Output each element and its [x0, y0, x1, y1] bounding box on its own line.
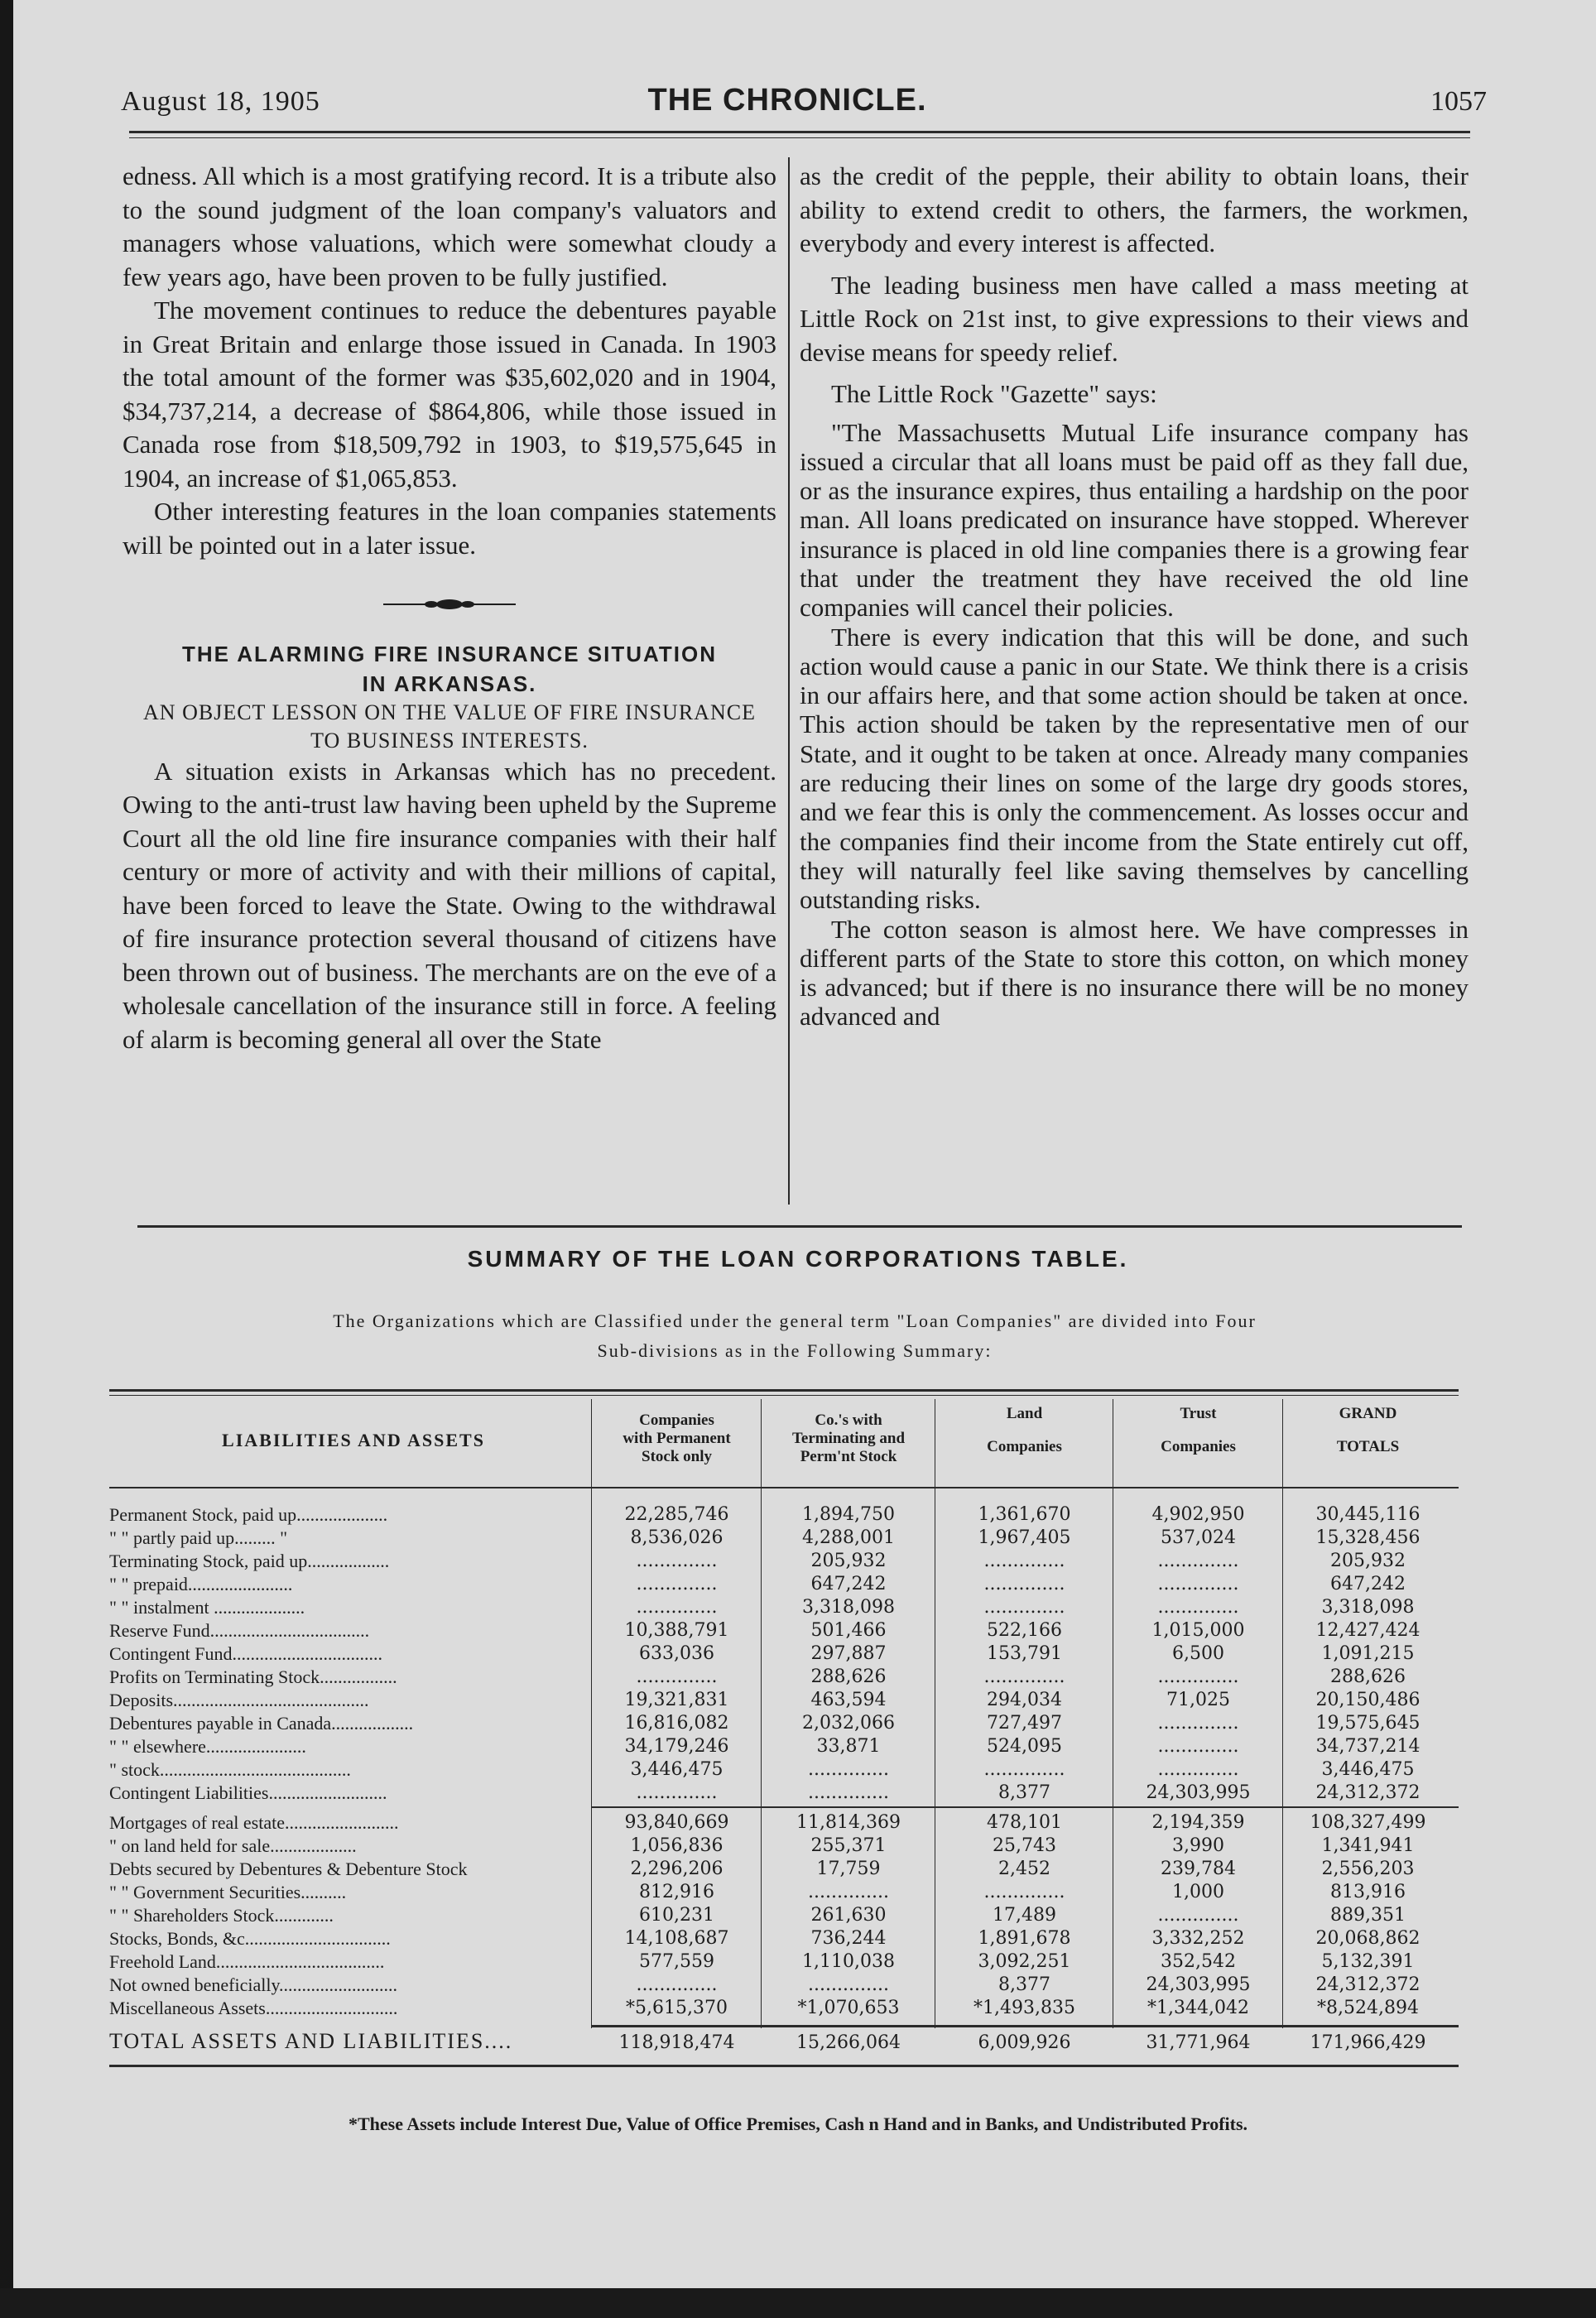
asset-row-value: 1,000 — [1172, 1882, 1224, 1902]
asset-row-value: *8,524,894 — [1317, 1998, 1419, 2018]
liability-row-value: 4,902,950 — [1151, 1504, 1245, 1525]
asset-row-value: .............. — [808, 1974, 889, 1995]
ornament-icon — [383, 599, 516, 610]
column-header-c3: Companies — [987, 1438, 1062, 1455]
table-top-rule-thin — [109, 1395, 1459, 1396]
table-footnote: *These Assets include Interest Due, Value of Office Premises, Cash n Hand and in Banks, and Undistributed Profits. — [348, 2114, 1248, 2134]
column-header-c5: GRAND — [1339, 1405, 1397, 1422]
column-divider — [788, 157, 790, 1205]
asset-row-value: 108,327,499 — [1310, 1812, 1426, 1833]
issue-date: August 18, 1905 — [121, 86, 320, 117]
page-number: 1057 — [1430, 86, 1487, 117]
liability-row-label: " " instalment .................... — [109, 1597, 305, 1618]
column-header-c2: Perm'nt Stock — [800, 1448, 897, 1465]
asset-row-value: 889,351 — [1330, 1905, 1406, 1926]
liability-row-value: 10,388,791 — [624, 1620, 729, 1641]
liability-row-value: 20,150,486 — [1315, 1690, 1421, 1710]
asset-row-label: Miscellaneous Assets............................. — [109, 1998, 398, 2018]
liability-row-value: 19,575,645 — [1315, 1713, 1421, 1734]
asset-row-label: Freehold Land..................................... — [109, 1951, 385, 1972]
asset-row-label: " " Shareholders Stock............. — [109, 1905, 334, 1926]
column-divider — [591, 1399, 592, 2028]
paragraph: The movement continues to reduce the debentures payable in Great Britain and enlarge those issued in Canada. In 1903 the total amount of the former was $35,602,020 and in 1904, $34,737,214, a decrease of $864,806, while those issued in Canada rose from $18,509,792 in 1903, to $19,575,645 in 1904, an increase of $1,065,853. — [123, 296, 776, 493]
column-divider — [1282, 1399, 1283, 2028]
liability-row-value: 8,536,026 — [630, 1527, 723, 1548]
column-header-c2: Co.'s with — [815, 1411, 882, 1429]
asset-row-value: 3,092,251 — [978, 1951, 1071, 1972]
gazette-quote — [800, 418, 1469, 1032]
liability-row-value: 522,166 — [987, 1620, 1062, 1641]
summary-intro-line1: The Organizations which are Classified under the general term "Loan Companies" are divided into Four — [333, 1310, 1257, 1331]
header-rule-thin — [129, 137, 1470, 138]
paragraph: The Little Rock "Gazette" says: — [831, 379, 1157, 408]
quote-paragraph: There is every indication that this will be done, and such action would cause a panic in our State. We think there is a crisis in our affairs here, and that some action should be taken at once. This action should be taken by the representative men of our State, and it ought to be taken at once. Already many companies are reducing their lines on some of the large dry goods stores, and we fear this is only the commencement. As losses occur and the companies find their income from the State entirely cut off, they will naturally feel like saving themselves by cancelling outstanding risks. — [800, 622, 1469, 915]
total-value: 6,009,926 — [978, 2032, 1071, 2053]
asset-row-value: 813,916 — [1330, 1882, 1406, 1902]
asset-row-value: 3,332,252 — [1151, 1928, 1245, 1949]
liability-row-value: 33,871 — [816, 1736, 881, 1757]
paragraph: as the credit of the pepple, their ability to obtain loans, their ability to extend credit to others, the farmers, the workmen, everybody and every interest is affected. — [800, 161, 1469, 257]
header-rule — [129, 131, 1470, 133]
liability-row-value: 501,466 — [810, 1620, 887, 1641]
asset-row-value: 25,743 — [993, 1835, 1056, 1856]
article-title: THE ALARMING FIRE INSURANCE SITUATION — [182, 641, 717, 666]
liability-row-label: Debentures payable in Canada.................. — [109, 1713, 414, 1734]
asset-row-value: 24,303,995 — [1146, 1974, 1251, 1995]
liability-row-value: .............. — [983, 1551, 1065, 1571]
asset-row-value: 1,891,678 — [978, 1928, 1071, 1949]
liability-row-value: .............. — [636, 1597, 718, 1618]
column-header-c3: Land — [1006, 1405, 1043, 1422]
liability-row-value: 34,179,246 — [624, 1736, 729, 1757]
liability-row-label: " stock.......................................... — [109, 1759, 351, 1780]
summary-intro-line2: Sub-divisions as in the Following Summary: — [597, 1340, 993, 1361]
liability-row-label: Contingent Liabilities.......................... — [109, 1782, 387, 1803]
liability-row-value: 647,242 — [810, 1574, 887, 1594]
liability-row-value: 537,024 — [1161, 1527, 1236, 1548]
asset-row-value: 14,108,687 — [624, 1928, 729, 1949]
liability-row-value: 15,328,456 — [1315, 1527, 1421, 1548]
asset-row-value: 24,312,372 — [1315, 1974, 1421, 1995]
asset-row-value: 11,814,369 — [796, 1812, 901, 1833]
liability-row-value: 30,445,116 — [1315, 1504, 1421, 1525]
asset-row-value: 577,559 — [639, 1951, 714, 1972]
liability-row-value: 1,091,215 — [1321, 1643, 1415, 1664]
liability-row-value: 3,446,475 — [1321, 1759, 1415, 1780]
liability-row-value: .............. — [636, 1666, 718, 1687]
liability-row-value: .............. — [1157, 1574, 1239, 1594]
liability-row-value: 524,095 — [987, 1736, 1062, 1757]
liability-row-value: .............. — [808, 1782, 889, 1803]
liability-row-value: 647,242 — [1330, 1574, 1406, 1594]
asset-row-value: 261,630 — [810, 1905, 887, 1926]
liability-row-value: 2,032,066 — [802, 1713, 895, 1734]
asset-row-value: .............. — [636, 1974, 718, 1995]
column-header-c4: Trust — [1180, 1405, 1217, 1422]
table-top-rule — [109, 1389, 1459, 1392]
asset-row-value: 610,231 — [639, 1905, 714, 1926]
asset-row-value: *1,344,042 — [1147, 1998, 1249, 2018]
asset-row-value: .............. — [808, 1882, 889, 1902]
liability-row-value: .............. — [983, 1759, 1065, 1780]
liability-row-value: 288,626 — [810, 1666, 887, 1687]
article-body: A situation exists in Arkansas which has no precedent. Owing to the anti-trust law having been upheld by the Supreme Court all the old line fire insurance companies with their half century or more of activity and with their millions of capital, have been forced to leave the State. Owing to the withdrawal of fire insurance protection several thousand of citizens have been thrown out of business. The merchants are on the eve of a wholesale cancellation of the insurance still in force. A feeling of alarm is becoming general all over the State — [123, 756, 776, 1054]
liability-row-value: 16,816,082 — [624, 1713, 729, 1734]
liability-row-value: 22,285,746 — [624, 1504, 729, 1525]
asset-row-value: 17,489 — [993, 1905, 1056, 1926]
asset-row-value: 239,784 — [1161, 1859, 1236, 1879]
asset-row-value: 20,068,862 — [1315, 1928, 1421, 1949]
asset-row-value: 1,341,941 — [1321, 1835, 1415, 1856]
column-header-c1: Companies — [639, 1411, 714, 1429]
liability-row-label: Contingent Fund................................. — [109, 1643, 383, 1664]
asset-row-value: 2,296,206 — [630, 1859, 723, 1879]
liability-row-value: .............. — [1157, 1713, 1239, 1734]
liability-row-label: Terminating Stock, paid up.................. — [109, 1551, 390, 1571]
liability-row-value: .............. — [1157, 1597, 1239, 1618]
liability-row-value: 463,594 — [810, 1690, 887, 1710]
liability-row-value: 3,318,098 — [1321, 1597, 1415, 1618]
column-header-label: LIABILITIES AND ASSETS — [222, 1430, 485, 1450]
liability-row-label: " " prepaid....................... — [109, 1574, 293, 1594]
summary-intro — [132, 1306, 1457, 1366]
liability-row-label: " " partly paid up......... " — [109, 1527, 288, 1548]
liability-row-label: Permanent Stock, paid up.................... — [109, 1504, 388, 1525]
column-header-c5: TOTALS — [1336, 1438, 1400, 1455]
asset-row-value: 8,377 — [998, 1974, 1050, 1995]
asset-row-value: *1,493,835 — [973, 1998, 1075, 2018]
liability-row-value: 12,427,424 — [1315, 1620, 1421, 1641]
right-column — [800, 160, 1469, 1032]
paragraph: The leading business men have called a mass meeting at Little Rock on 21st inst, to give expressions to their views and devise means for speedy relief. — [800, 270, 1469, 367]
asset-row-value: 1,056,836 — [630, 1835, 723, 1856]
asset-row-value: 2,556,203 — [1321, 1859, 1415, 1879]
liability-row-value: .............. — [983, 1574, 1065, 1594]
asset-row-value: 736,244 — [810, 1928, 887, 1949]
left-column — [123, 160, 776, 1056]
asset-row-value: 17,759 — [816, 1859, 881, 1879]
quote-paragraph: "The Massachusetts Mutual Life insurance company has issued a circular that all loans must be paid off as they fall due, or as the insurance expires, thus entailing a hardship on the poor man. All loans predicated on insurance have stopped. Wherever insurance is placed in old line companies there is a growing fear that under the treatment they have received the old line companies will cancel their policies. — [800, 417, 1469, 623]
asset-row-label: " " Government Securities.......... — [109, 1882, 347, 1902]
liability-row-value: .............. — [1157, 1759, 1239, 1780]
asset-row-value: 2,194,359 — [1151, 1812, 1245, 1833]
liability-row-label: Reserve Fund................................... — [109, 1620, 370, 1641]
asset-row-value: 1,110,038 — [802, 1951, 895, 1972]
liability-row-value: 288,626 — [1330, 1666, 1406, 1687]
section-ornament — [123, 585, 776, 619]
liability-row-label: Deposits........................................... — [109, 1690, 369, 1710]
liability-row-value: .............. — [1157, 1551, 1239, 1571]
liability-row-value: 3,446,475 — [630, 1759, 723, 1780]
asset-row-label: Debts secured by Debentures & Debenture Stock — [109, 1859, 468, 1879]
column-header-c1: Stock only — [642, 1448, 712, 1465]
liability-row-value: 294,034 — [987, 1690, 1062, 1710]
section-rule — [137, 1225, 1462, 1228]
asset-row-value: .............. — [1157, 1905, 1239, 1926]
total-label: TOTAL ASSETS AND LIABILITIES.... — [109, 2030, 513, 2053]
total-value: 118,918,474 — [618, 2032, 735, 2053]
liability-row-value: 633,036 — [639, 1643, 714, 1664]
total-rule — [591, 2025, 1459, 2027]
column-divider — [761, 1399, 762, 2028]
liability-row-value: 4,288,001 — [802, 1527, 895, 1548]
loan-corporations-table — [109, 1389, 1459, 2064]
total-value: 171,966,429 — [1310, 2032, 1426, 2053]
liability-row-value: 24,303,995 — [1146, 1782, 1251, 1803]
asset-row-label: Not owned beneficially.......................... — [109, 1974, 398, 1995]
liability-row-value: .............. — [1157, 1736, 1239, 1757]
liability-row-value: .............. — [983, 1666, 1065, 1687]
liability-row-value: 1,967,405 — [978, 1527, 1071, 1548]
asset-row-value: *5,615,370 — [626, 1998, 728, 2018]
table-bottom-rule — [109, 2065, 1459, 2067]
asset-row-value: 93,840,669 — [624, 1812, 729, 1833]
asset-row-value: 2,452 — [998, 1859, 1050, 1879]
column-header-c2: Terminating and — [791, 1430, 906, 1447]
article-title-line2: IN ARKANSAS. — [362, 671, 537, 696]
asset-row-label: Stocks, Bonds, &c................................ — [109, 1928, 391, 1949]
article-subtitle — [123, 699, 776, 755]
asset-row-value: 5,132,391 — [1321, 1951, 1415, 1972]
liability-row-value: 1,361,670 — [978, 1504, 1071, 1525]
liability-row-label: " " elsewhere...................... — [109, 1736, 306, 1757]
paragraph: edness. All which is a most gratifying record. It is a tribute also to the sound judgment of the loan company's valuators and managers whose valuations, which were somewhat cloudy a few years ago, have been proven to be fully justified. — [123, 161, 776, 291]
liability-row-value: .............. — [983, 1597, 1065, 1618]
asset-row-value: *1,070,653 — [797, 1998, 900, 2018]
liability-row-value: 205,932 — [1330, 1551, 1406, 1571]
liability-row-value: 3,318,098 — [802, 1597, 895, 1618]
liability-row-value: 6,500 — [1172, 1643, 1224, 1664]
assets-rule — [591, 1806, 1459, 1808]
total-value: 31,771,964 — [1146, 2032, 1251, 2053]
liability-row-value: .............. — [808, 1759, 889, 1780]
header-rule — [109, 1487, 1459, 1488]
column-header-c4: Companies — [1161, 1438, 1236, 1455]
liability-row-value: 1,015,000 — [1151, 1620, 1245, 1641]
liability-row-value: .............. — [636, 1782, 718, 1803]
liability-row-value: 297,887 — [810, 1643, 887, 1664]
liability-row-value: .............. — [636, 1551, 718, 1571]
asset-row-value: 478,101 — [987, 1812, 1062, 1833]
asset-row-value: .............. — [983, 1882, 1065, 1902]
liability-row-value: 1,894,750 — [802, 1504, 895, 1525]
asset-row-label: Mortgages of real estate......................... — [109, 1812, 399, 1833]
summary-title: SUMMARY OF THE LOAN CORPORATIONS TABLE. — [467, 1246, 1129, 1272]
total-value: 15,266,064 — [796, 2032, 901, 2053]
liability-row-value: 8,377 — [998, 1782, 1050, 1803]
liability-row-value: 153,791 — [987, 1643, 1062, 1664]
liability-row-value: .............. — [1157, 1666, 1239, 1687]
liability-row-value: 24,312,372 — [1315, 1782, 1421, 1803]
article-subtitle-line2: TO BUSINESS INTERESTS. — [310, 728, 589, 753]
liability-row-value: 19,321,831 — [624, 1690, 729, 1710]
publication-title: THE CHRONICLE. — [647, 83, 927, 118]
asset-row-value: 3,990 — [1172, 1835, 1224, 1856]
liability-row-value: 727,497 — [987, 1713, 1062, 1734]
liability-row-value: 71,025 — [1166, 1690, 1230, 1710]
asset-row-value: 255,371 — [810, 1835, 887, 1856]
liability-row-value: 34,737,214 — [1315, 1736, 1421, 1757]
paragraph: Other interesting features in the loan companies statements will be pointed out in a later issue. — [123, 497, 776, 560]
page-header — [104, 83, 1487, 124]
asset-row-value: 812,916 — [639, 1882, 714, 1902]
scan-border — [0, 2288, 1596, 2318]
column-header-c1: with Permanent — [623, 1430, 731, 1447]
liability-row-value: 205,932 — [810, 1551, 887, 1571]
asset-row-label: " on land held for sale................... — [109, 1835, 357, 1856]
liability-row-value: .............. — [636, 1574, 718, 1594]
asset-row-value: 352,542 — [1161, 1951, 1236, 1972]
article-subtitle-line1: AN OBJECT LESSON ON THE VALUE OF FIRE INSURANCE — [143, 700, 756, 724]
liability-row-label: Profits on Terminating Stock................. — [109, 1666, 397, 1687]
quote-paragraph: The cotton season is almost here. We have compresses in different parts of the State to store this cotton, on which money is advanced; but if there is no insurance there will be no money advanced and — [800, 914, 1469, 1032]
